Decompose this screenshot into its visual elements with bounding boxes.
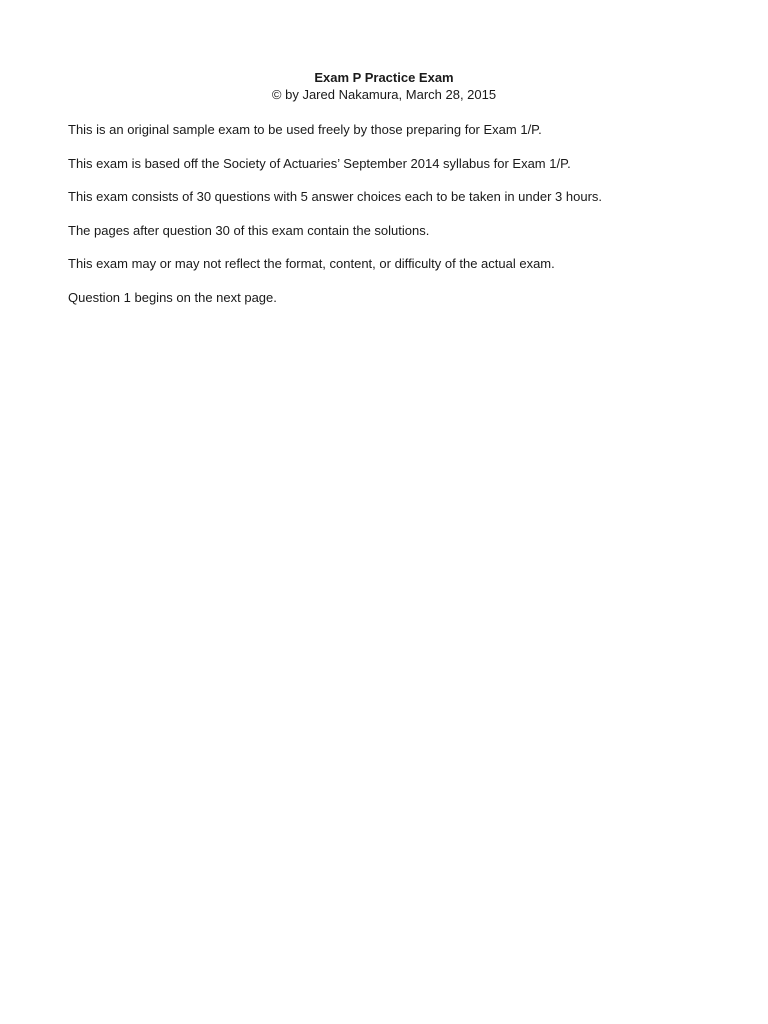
document-header — [0, 69, 768, 103]
paragraph: The pages after question 30 of this exam contain the solutions. — [68, 222, 430, 238]
paragraph: This exam is based off the Society of Actuaries’ September 2014 syllabus for Exam 1/P. — [68, 155, 571, 171]
document-title: Exam P Practice Exam — [314, 70, 454, 85]
paragraph: This exam may or may not reflect the format, content, or difficulty of the actual exam. — [68, 256, 555, 271]
paragraph: This exam consists of 30 questions with 5 answer choices each to be taken in under 3 hours. — [68, 189, 603, 204]
paragraph: Question 1 begins on the next page. — [68, 289, 277, 305]
paragraph: This is an original sample exam to be used freely by those preparing for Exam 1/P. — [68, 122, 542, 137]
document-byline: © by Jared Nakamura, March 28, 2015 — [271, 87, 497, 102]
document-body — [68, 121, 708, 322]
